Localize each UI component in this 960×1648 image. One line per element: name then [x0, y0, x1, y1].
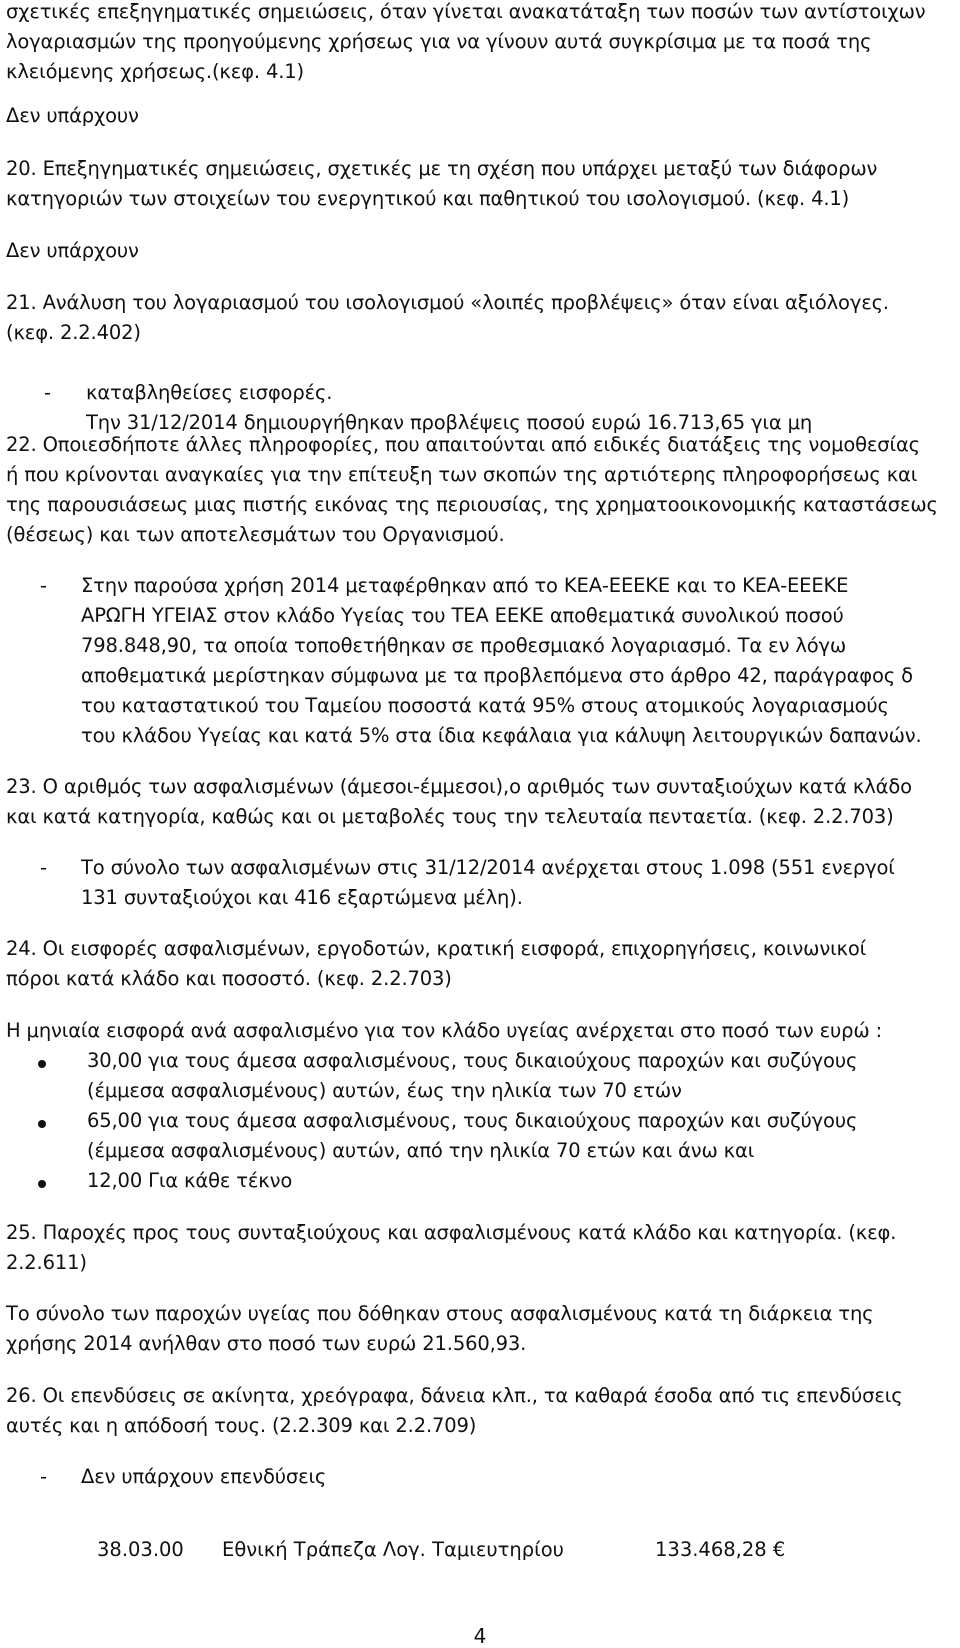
section-22-line-2: ή που κρίνονται αναγκαίες για την επίτευξη των σκοπών της αρτιότερης πληροφορήσεως και: [6, 463, 918, 486]
dash-marker: -: [40, 856, 47, 879]
dash-marker: -: [40, 1465, 47, 1488]
page-number: 4: [473, 1624, 487, 1648]
section-23-item-line-2: 131 συνταξιούχοι και 416 εξαρτώμενα μέλη).: [81, 886, 523, 909]
section-22-item-line-3: 798.848,90, τα οποία τοποθετήθηκαν σε προθεσμιακό λογαριασμό. Τα εν λόγω: [81, 634, 847, 657]
section-21-item-line-1: Την 31/12/2014 δημιουργήθηκαν προβλέψεις ποσού ευρώ 16.713,65 για μη: [86, 411, 813, 434]
section-22-line-3: της παρουσιάσεως μιας πιστής εικόνας της περιουσίας, της χρηματοοικονομικής καταστάσεως: [6, 493, 938, 516]
section-25-total-line-2: χρήσης 2014 ανήλθαν στο ποσό των ευρώ 21.560,93.: [6, 1332, 527, 1355]
none-text-1: Δεν υπάρχουν: [6, 104, 139, 127]
section-22-item-line-1: Στην παρούσα χρήση 2014 μεταφέρθηκαν από το ΚΕΑ-ΕΕΕΚΕ και το ΚΕΑ-ΕΕΕΚΕ: [81, 574, 849, 597]
account-code: 38.03.00: [97, 1538, 184, 1561]
section-22-item-line-5: του καταστατικού του Ταμείου ποσοστά κατά 95% στους ατομικούς λογαριασμούς: [81, 694, 889, 717]
section-26-line-1: 26. Οι επενδύσεις σε ακίνητα, χρεόγραφα, δάνεια κλπ., τα καθαρά έσοδα από τις επενδύσεις: [6, 1384, 903, 1407]
bullet-2-line-1: 65,00 για τους άμεσα ασφαλισμένους, τους δικαιούχους παροχών και συζύγους: [87, 1109, 858, 1132]
section-20-line-1: 20. Επεξηγηματικές σημειώσεις, σχετικές με τη σχέση που υπάρχει μεταξύ των διάφορων: [6, 157, 878, 180]
section-22-line-4: (θέσεως) και των αποτελεσμάτων του Οργανισμού.: [6, 523, 505, 546]
section-22-item-line-6: του κλάδου Υγείας και κατά 5% στα ίδια κεφάλαια για κάλυψη λειτουργικών δαπανών.: [81, 724, 922, 747]
section-21-item-line-2: καταβληθείσες εισφορές.: [86, 381, 333, 404]
bullet-dot: [38, 1060, 46, 1068]
bullet-dot: [38, 1180, 46, 1188]
section-26-line-2: αυτές και η απόδοσή τους. (2.2.309 και 2.2.709): [6, 1414, 477, 1437]
bullet-2-line-2: (έμμεσα ασφαλισμένους) αυτών, από την ηλικία 70 ετών και άνω και: [87, 1139, 755, 1162]
section-26-item: Δεν υπάρχουν επενδύσεις: [81, 1465, 327, 1488]
section-22-line-1: 22. Οποιεσδήποτε άλλες πληροφορίες, που απαιτούνται από ειδικές διατάξεις της νομοθεσίας: [6, 433, 920, 456]
bullet-1-line-1: 30,00 για τους άμεσα ασφαλισμένους, τους δικαιούχους παροχών και συζύγους: [87, 1049, 858, 1072]
section-23-line-2: και κατά κατηγορία, καθώς και οι μεταβολές τους την τελευταία πενταετία. (κεφ. 2.2.703): [6, 805, 894, 828]
dash-marker: -: [44, 381, 51, 404]
section-25-line-2: 2.2.611): [6, 1251, 87, 1274]
bullet-dot: [38, 1120, 46, 1128]
section-25-line-1: 25. Παροχές προς τους συνταξιούχους και ασφαλισμένους κατά κλάδο και κατηγορία. (κεφ.: [6, 1221, 897, 1244]
section-20-line-2: κατηγοριών των στοιχείων του ενεργητικού και παθητικού του ισολογισμού. (κεφ. 4.1): [6, 187, 850, 210]
section-21-line-2: (κεφ. 2.2.402): [6, 321, 141, 344]
monthly-contribution-intro: Η μηνιαία εισφορά ανά ασφαλισμένο για τον κλάδο υγείας ανέρχεται στο ποσό των ευρώ :: [6, 1019, 883, 1042]
section-22-item-line-2: ΑΡΩΓΗ ΥΓΕΙΑΣ στον κλάδο Υγείας του ΤΕΑ ΕΕΚΕ αποθεματικά συνολικού ποσού: [81, 604, 844, 627]
account-name: Εθνική Τράπεζα Λογ. Ταμιευτηρίου: [222, 1538, 564, 1561]
none-text-2: Δεν υπάρχουν: [6, 239, 139, 262]
intro-line-1: σχετικές επεξηγηματικές σημειώσεις, όταν γίνεται ανακατάταξη των ποσών των αντίστοιχων: [6, 0, 926, 23]
section-24-line-2: πόροι κατά κλάδο και ποσοστό. (κεφ. 2.2.703): [6, 967, 452, 990]
account-amount: 133.468,28 €: [655, 1538, 786, 1561]
bullet-3-line-1: 12,00 Για κάθε τέκνο: [87, 1169, 293, 1192]
section-24-line-1: 24. Οι εισφορές ασφαλισμένων, εργοδοτών, κρατική εισφορά, επιχορηγήσεις, κοινωνικοί: [6, 937, 867, 960]
intro-line-3: κλειόμενης χρήσεως.(κεφ. 4.1): [6, 60, 304, 83]
intro-line-2: λογαριασμών της προηγούμενης χρήσεως για να γίνουν αυτά συγκρίσιμα με τα ποσά της: [6, 30, 872, 53]
dash-marker: -: [40, 574, 47, 597]
section-23-line-1: 23. Ο αριθμός των ασφαλισμένων (άμεσοι-έμμεσοι),ο αριθμός των συνταξιούχων κατά κλάδο: [6, 775, 912, 798]
section-22-item-line-4: αποθεματικά μερίστηκαν σύμφωνα με τα προβλεπόμενα στο άρθρο 42, παράγραφος δ: [81, 664, 913, 687]
bullet-1-line-2: (έμμεσα ασφαλισμένους) αυτών, έως την ηλικία των 70 ετών: [87, 1079, 682, 1102]
section-25-total-line-1: Το σύνολο των παροχών υγείας που δόθηκαν στους ασφαλισμένους κατά τη διάρκεια της: [6, 1302, 874, 1325]
section-23-item-line-1: Το σύνολο των ασφαλισμένων στις 31/12/2014 ανέρχεται στους 1.098 (551 ενεργοί: [81, 856, 895, 879]
section-21-line-1: 21. Ανάλυση του λογαριασμού του ισολογισμού «λοιπές προβλέψεις» όταν είναι αξιόλογες.: [6, 291, 889, 314]
